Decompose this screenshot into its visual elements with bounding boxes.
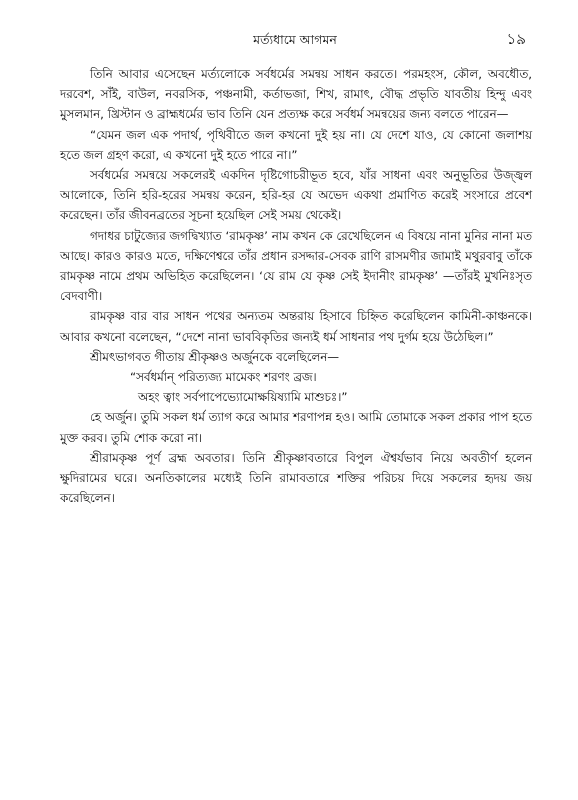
page-number: ১৯ bbox=[506, 30, 526, 48]
sanskrit-verse-line-2: অহং ত্বাং সর্বপাপেভ্যোমোক্ষয়িষ্যামি মাশুচঃ।” bbox=[138, 390, 348, 405]
body-text bbox=[60, 64, 532, 508]
paragraph: শ্রীরামকৃষ্ণ পূর্ণ ব্রহ্ম অবতার। তিনি শ্রীকৃষ্ণাবতারে বিপুল ঐশ্বর্যভাব নিয়ে অবতীর্ণ হলেন ক্ষুদিরামের ঘরে। অনতিকালের মধ্যেই তিনি রামাবতারে শক্তির পরিচয় দিয়ে সকলের হৃদয় জয় করেছিলেন। bbox=[60, 450, 532, 506]
paragraph: তিনি আবার এসেছেন মর্ত্যলোকে সর্বধর্মের সমন্বয় সাধন করতে। পরমহংস, কৌল, অবধৌত, দরবেশ, সাঁই, বাউল, নবরসিক, পঞ্চনামী, কর্তাভজা, শিখ, রামাৎ, বৌদ্ধ প্রভৃতি যাবতীয় হিন্দু এবং মুসলমান, খ্রিস্টান ও ব্রাহ্মধর্মের ভাব তিনি যেন প্রত্যক্ষ করে সর্বধর্ম সমন্বয়ের জন্য বলতে পারেন— bbox=[60, 67, 532, 122]
page-header bbox=[60, 30, 530, 54]
quote-paragraph: “যেমন জল এক পদার্থ, পৃথিবীতে জল কখনো দুই হয় না। যে দেশে যাও, যে কোনো জলাশয় হতে জল গ্রহণ করো, এ কখনো দুই হতে পারে না।” bbox=[60, 127, 532, 162]
paragraph: রামকৃষ্ণ বার বার সাধন পথের অন্যতম অন্তরায় হিসাবে চিহ্নিত করেছিলেন কামিনী-কাঞ্চনকে। আবার কখনো বলেছেন, “দেশে নানা ভাববিকৃতির জন্যই ধর্ম সাধনার পথ দুর্গম হয়ে উঠেছিল।” bbox=[60, 309, 532, 344]
sanskrit-verse-line-1: “সর্বধর্মান্ পরিত্যজ্য মামেকং শরণং ব্রজ। bbox=[130, 370, 317, 385]
paragraph: গদাধর চাটুজ্যের জগদ্বিখ্যাত ‘রামকৃষ্ণ’ নাম কখন কে রেখেছিলেন এ বিষয়ে নানা মুনির নানা মত আছে। কারও কারও মতে, দক্ষিণেশ্বরে তাঁর প্রধান রসদ্দার-সেবক রাণি রাসমণীর জামাই মথুরবাবু তাঁকে রামকৃষ্ণ নামে প্রথম অভিহিত করেছিলেন। ‘যে রাম যে কৃষ্ণ সেই ইদানীং রামকৃষ্ণ’ —তাঁরই মুখনিঃসৃত বেদবাণী। bbox=[60, 228, 532, 304]
paragraph: শ্রীমৎভাগবত গীতায় শ্রীকৃষ্ণও অর্জুনকে বলেছিলেন— bbox=[90, 349, 340, 364]
paragraph: হে অর্জুন। তুমি সকল ধর্ম ত্যাগ করে আমার শরণাপন্ন হও। আমি তোমাকে সকল প্রকার পাপ হতে মুক্ত করব। তুমি শোক করো না। bbox=[60, 410, 532, 445]
running-title: মর্ত্যধামে আগমন bbox=[253, 32, 337, 47]
paragraph: সর্বধর্মের সমন্বয়ে সকলেরই একদিন দৃষ্টিগোচরীভূত হবে, যাঁর সাধনা এবং অনুভূতির উজ্জ্বল আলোকে, তিনি হরি-হরের সমন্বয় করেন, হরি-হর যে অভেদ একথা প্রমাণিত করেই সংসারে প্রবেশ করেছেন। তাঁর জীবনব্রতের সূচনা হয়েছিল সেই সময় থেকেই। bbox=[60, 168, 532, 223]
